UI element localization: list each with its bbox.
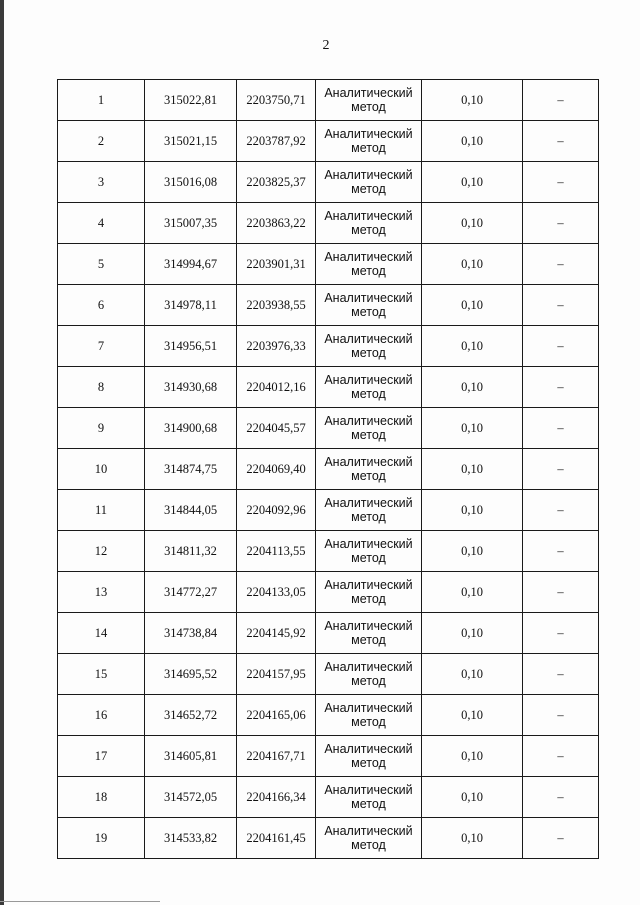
method-line-2: метод bbox=[351, 346, 386, 360]
accuracy-cell: 0,10 bbox=[422, 203, 523, 244]
table-row bbox=[58, 285, 599, 326]
method-cell bbox=[316, 736, 422, 777]
y-coordinate-cell: 2203938,55 bbox=[237, 285, 316, 326]
method-line-1: Аналитический bbox=[324, 537, 413, 551]
point-number-cell: 15 bbox=[58, 654, 145, 695]
note-cell: – bbox=[523, 326, 599, 367]
method-cell bbox=[316, 244, 422, 285]
method-line-1: Аналитический bbox=[324, 414, 413, 428]
point-number-cell: 13 bbox=[58, 572, 145, 613]
bottom-divider bbox=[0, 901, 160, 902]
method-line-2: метод bbox=[351, 100, 386, 114]
method-line-1: Аналитический bbox=[324, 168, 413, 182]
method-line-2: метод bbox=[351, 838, 386, 852]
point-number-cell: 12 bbox=[58, 531, 145, 572]
note-cell: – bbox=[523, 162, 599, 203]
method-cell bbox=[316, 654, 422, 695]
accuracy-cell: 0,10 bbox=[422, 777, 523, 818]
y-coordinate-cell: 2204133,05 bbox=[237, 572, 316, 613]
method-line-1: Аналитический bbox=[324, 824, 413, 838]
note-cell: – bbox=[523, 367, 599, 408]
method-line-2: метод bbox=[351, 223, 386, 237]
table-row bbox=[58, 367, 599, 408]
x-coordinate-cell: 314930,68 bbox=[145, 367, 237, 408]
method-line-2: метод bbox=[351, 469, 386, 483]
table-row bbox=[58, 572, 599, 613]
method-cell bbox=[316, 490, 422, 531]
method-cell bbox=[316, 367, 422, 408]
x-coordinate-cell: 315022,81 bbox=[145, 80, 237, 121]
accuracy-cell: 0,10 bbox=[422, 367, 523, 408]
method-cell bbox=[316, 80, 422, 121]
method-line-2: метод bbox=[351, 264, 386, 278]
table-row bbox=[58, 613, 599, 654]
note-cell: – bbox=[523, 285, 599, 326]
y-coordinate-cell: 2204167,71 bbox=[237, 736, 316, 777]
method-line-2: метод bbox=[351, 182, 386, 196]
accuracy-cell: 0,10 bbox=[422, 572, 523, 613]
y-coordinate-cell: 2203901,31 bbox=[237, 244, 316, 285]
point-number-cell: 8 bbox=[58, 367, 145, 408]
point-number-cell: 4 bbox=[58, 203, 145, 244]
method-line-2: метод bbox=[351, 428, 386, 442]
y-coordinate-cell: 2204045,57 bbox=[237, 408, 316, 449]
method-cell bbox=[316, 777, 422, 818]
method-line-1: Аналитический bbox=[324, 291, 413, 305]
method-cell bbox=[316, 162, 422, 203]
method-line-2: метод bbox=[351, 305, 386, 319]
accuracy-cell: 0,10 bbox=[422, 449, 523, 490]
y-coordinate-cell: 2204161,45 bbox=[237, 818, 316, 859]
note-cell: – bbox=[523, 449, 599, 490]
method-cell bbox=[316, 203, 422, 244]
y-coordinate-cell: 2204145,92 bbox=[237, 613, 316, 654]
table-row bbox=[58, 244, 599, 285]
y-coordinate-cell: 2204157,95 bbox=[237, 654, 316, 695]
table-row bbox=[58, 121, 599, 162]
y-coordinate-cell: 2204069,40 bbox=[237, 449, 316, 490]
method-line-1: Аналитический bbox=[324, 742, 413, 756]
note-cell: – bbox=[523, 572, 599, 613]
table-row bbox=[58, 490, 599, 531]
method-cell bbox=[316, 818, 422, 859]
y-coordinate-cell: 2204165,06 bbox=[237, 695, 316, 736]
method-line-2: метод bbox=[351, 674, 386, 688]
x-coordinate-cell: 315016,08 bbox=[145, 162, 237, 203]
point-number-cell: 16 bbox=[58, 695, 145, 736]
x-coordinate-cell: 314738,84 bbox=[145, 613, 237, 654]
method-line-1: Аналитический bbox=[324, 127, 413, 141]
method-line-2: метод bbox=[351, 510, 386, 524]
note-cell: – bbox=[523, 777, 599, 818]
x-coordinate-cell: 314772,27 bbox=[145, 572, 237, 613]
y-coordinate-cell: 2203787,92 bbox=[237, 121, 316, 162]
accuracy-cell: 0,10 bbox=[422, 244, 523, 285]
accuracy-cell: 0,10 bbox=[422, 736, 523, 777]
accuracy-cell: 0,10 bbox=[422, 285, 523, 326]
table-row bbox=[58, 695, 599, 736]
method-cell bbox=[316, 695, 422, 736]
method-cell bbox=[316, 326, 422, 367]
method-line-2: метод bbox=[351, 715, 386, 729]
note-cell: – bbox=[523, 695, 599, 736]
note-cell: – bbox=[523, 203, 599, 244]
method-line-2: метод bbox=[351, 756, 386, 770]
x-coordinate-cell: 314652,72 bbox=[145, 695, 237, 736]
table-row bbox=[58, 203, 599, 244]
page-number: 2 bbox=[322, 38, 330, 53]
method-line-2: метод bbox=[351, 633, 386, 647]
table-body bbox=[58, 80, 599, 859]
note-cell: – bbox=[523, 818, 599, 859]
method-line-1: Аналитический bbox=[324, 701, 413, 715]
x-coordinate-cell: 314874,75 bbox=[145, 449, 237, 490]
accuracy-cell: 0,10 bbox=[422, 162, 523, 203]
note-cell: – bbox=[523, 736, 599, 777]
accuracy-cell: 0,10 bbox=[422, 326, 523, 367]
y-coordinate-cell: 2203825,37 bbox=[237, 162, 316, 203]
note-cell: – bbox=[523, 654, 599, 695]
table-row bbox=[58, 326, 599, 367]
accuracy-cell: 0,10 bbox=[422, 531, 523, 572]
x-coordinate-cell: 314695,52 bbox=[145, 654, 237, 695]
accuracy-cell: 0,10 bbox=[422, 695, 523, 736]
method-line-1: Аналитический bbox=[324, 250, 413, 264]
table-row bbox=[58, 777, 599, 818]
table-row bbox=[58, 162, 599, 203]
note-cell: – bbox=[523, 408, 599, 449]
method-line-1: Аналитический bbox=[324, 332, 413, 346]
accuracy-cell: 0,10 bbox=[422, 80, 523, 121]
method-line-2: метод bbox=[351, 592, 386, 606]
x-coordinate-cell: 314533,82 bbox=[145, 818, 237, 859]
method-line-1: Аналитический bbox=[324, 86, 413, 100]
point-number-cell: 6 bbox=[58, 285, 145, 326]
method-line-1: Аналитический bbox=[324, 619, 413, 633]
y-coordinate-cell: 2204166,34 bbox=[237, 777, 316, 818]
point-number-cell: 7 bbox=[58, 326, 145, 367]
accuracy-cell: 0,10 bbox=[422, 121, 523, 162]
point-number-cell: 10 bbox=[58, 449, 145, 490]
accuracy-cell: 0,10 bbox=[422, 490, 523, 531]
point-number-cell: 9 bbox=[58, 408, 145, 449]
point-number-cell: 18 bbox=[58, 777, 145, 818]
method-line-2: метод bbox=[351, 387, 386, 401]
point-number-cell: 14 bbox=[58, 613, 145, 654]
x-coordinate-cell: 314956,51 bbox=[145, 326, 237, 367]
x-coordinate-cell: 314978,11 bbox=[145, 285, 237, 326]
note-cell: – bbox=[523, 613, 599, 654]
accuracy-cell: 0,10 bbox=[422, 818, 523, 859]
y-coordinate-cell: 2203863,22 bbox=[237, 203, 316, 244]
method-line-1: Аналитический bbox=[324, 496, 413, 510]
note-cell: – bbox=[523, 244, 599, 285]
method-line-1: Аналитический bbox=[324, 783, 413, 797]
method-line-2: метод bbox=[351, 797, 386, 811]
accuracy-cell: 0,10 bbox=[422, 613, 523, 654]
method-line-2: метод bbox=[351, 551, 386, 565]
x-coordinate-cell: 314572,05 bbox=[145, 777, 237, 818]
method-line-1: Аналитический bbox=[324, 578, 413, 592]
method-line-1: Аналитический bbox=[324, 455, 413, 469]
point-number-cell: 2 bbox=[58, 121, 145, 162]
point-number-cell: 3 bbox=[58, 162, 145, 203]
y-coordinate-cell: 2204113,55 bbox=[237, 531, 316, 572]
x-coordinate-cell: 315007,35 bbox=[145, 203, 237, 244]
method-line-2: метод bbox=[351, 141, 386, 155]
y-coordinate-cell: 2203976,33 bbox=[237, 326, 316, 367]
method-cell bbox=[316, 572, 422, 613]
method-cell bbox=[316, 121, 422, 162]
table-row bbox=[58, 736, 599, 777]
table-row bbox=[58, 80, 599, 121]
y-coordinate-cell: 2204092,96 bbox=[237, 490, 316, 531]
x-coordinate-cell: 314900,68 bbox=[145, 408, 237, 449]
point-number-cell: 19 bbox=[58, 818, 145, 859]
y-coordinate-cell: 2203750,71 bbox=[237, 80, 316, 121]
method-cell bbox=[316, 408, 422, 449]
point-number-cell: 1 bbox=[58, 80, 145, 121]
table-row bbox=[58, 531, 599, 572]
table-row bbox=[58, 449, 599, 490]
accuracy-cell: 0,10 bbox=[422, 654, 523, 695]
method-cell bbox=[316, 285, 422, 326]
x-coordinate-cell: 314994,67 bbox=[145, 244, 237, 285]
table-row bbox=[58, 408, 599, 449]
x-coordinate-cell: 314844,05 bbox=[145, 490, 237, 531]
method-cell bbox=[316, 531, 422, 572]
point-number-cell: 11 bbox=[58, 490, 145, 531]
y-coordinate-cell: 2204012,16 bbox=[237, 367, 316, 408]
method-cell bbox=[316, 613, 422, 654]
method-cell bbox=[316, 449, 422, 490]
coordinates-table bbox=[57, 79, 599, 859]
point-number-cell: 17 bbox=[58, 736, 145, 777]
accuracy-cell: 0,10 bbox=[422, 408, 523, 449]
point-number-cell: 5 bbox=[58, 244, 145, 285]
method-line-1: Аналитический bbox=[324, 209, 413, 223]
method-line-1: Аналитический bbox=[324, 373, 413, 387]
table-row bbox=[58, 654, 599, 695]
note-cell: – bbox=[523, 121, 599, 162]
x-coordinate-cell: 314605,81 bbox=[145, 736, 237, 777]
note-cell: – bbox=[523, 80, 599, 121]
x-coordinate-cell: 314811,32 bbox=[145, 531, 237, 572]
method-line-1: Аналитический bbox=[324, 660, 413, 674]
scan-edge bbox=[0, 0, 4, 905]
table-row bbox=[58, 818, 599, 859]
note-cell: – bbox=[523, 490, 599, 531]
x-coordinate-cell: 315021,15 bbox=[145, 121, 237, 162]
note-cell: – bbox=[523, 531, 599, 572]
